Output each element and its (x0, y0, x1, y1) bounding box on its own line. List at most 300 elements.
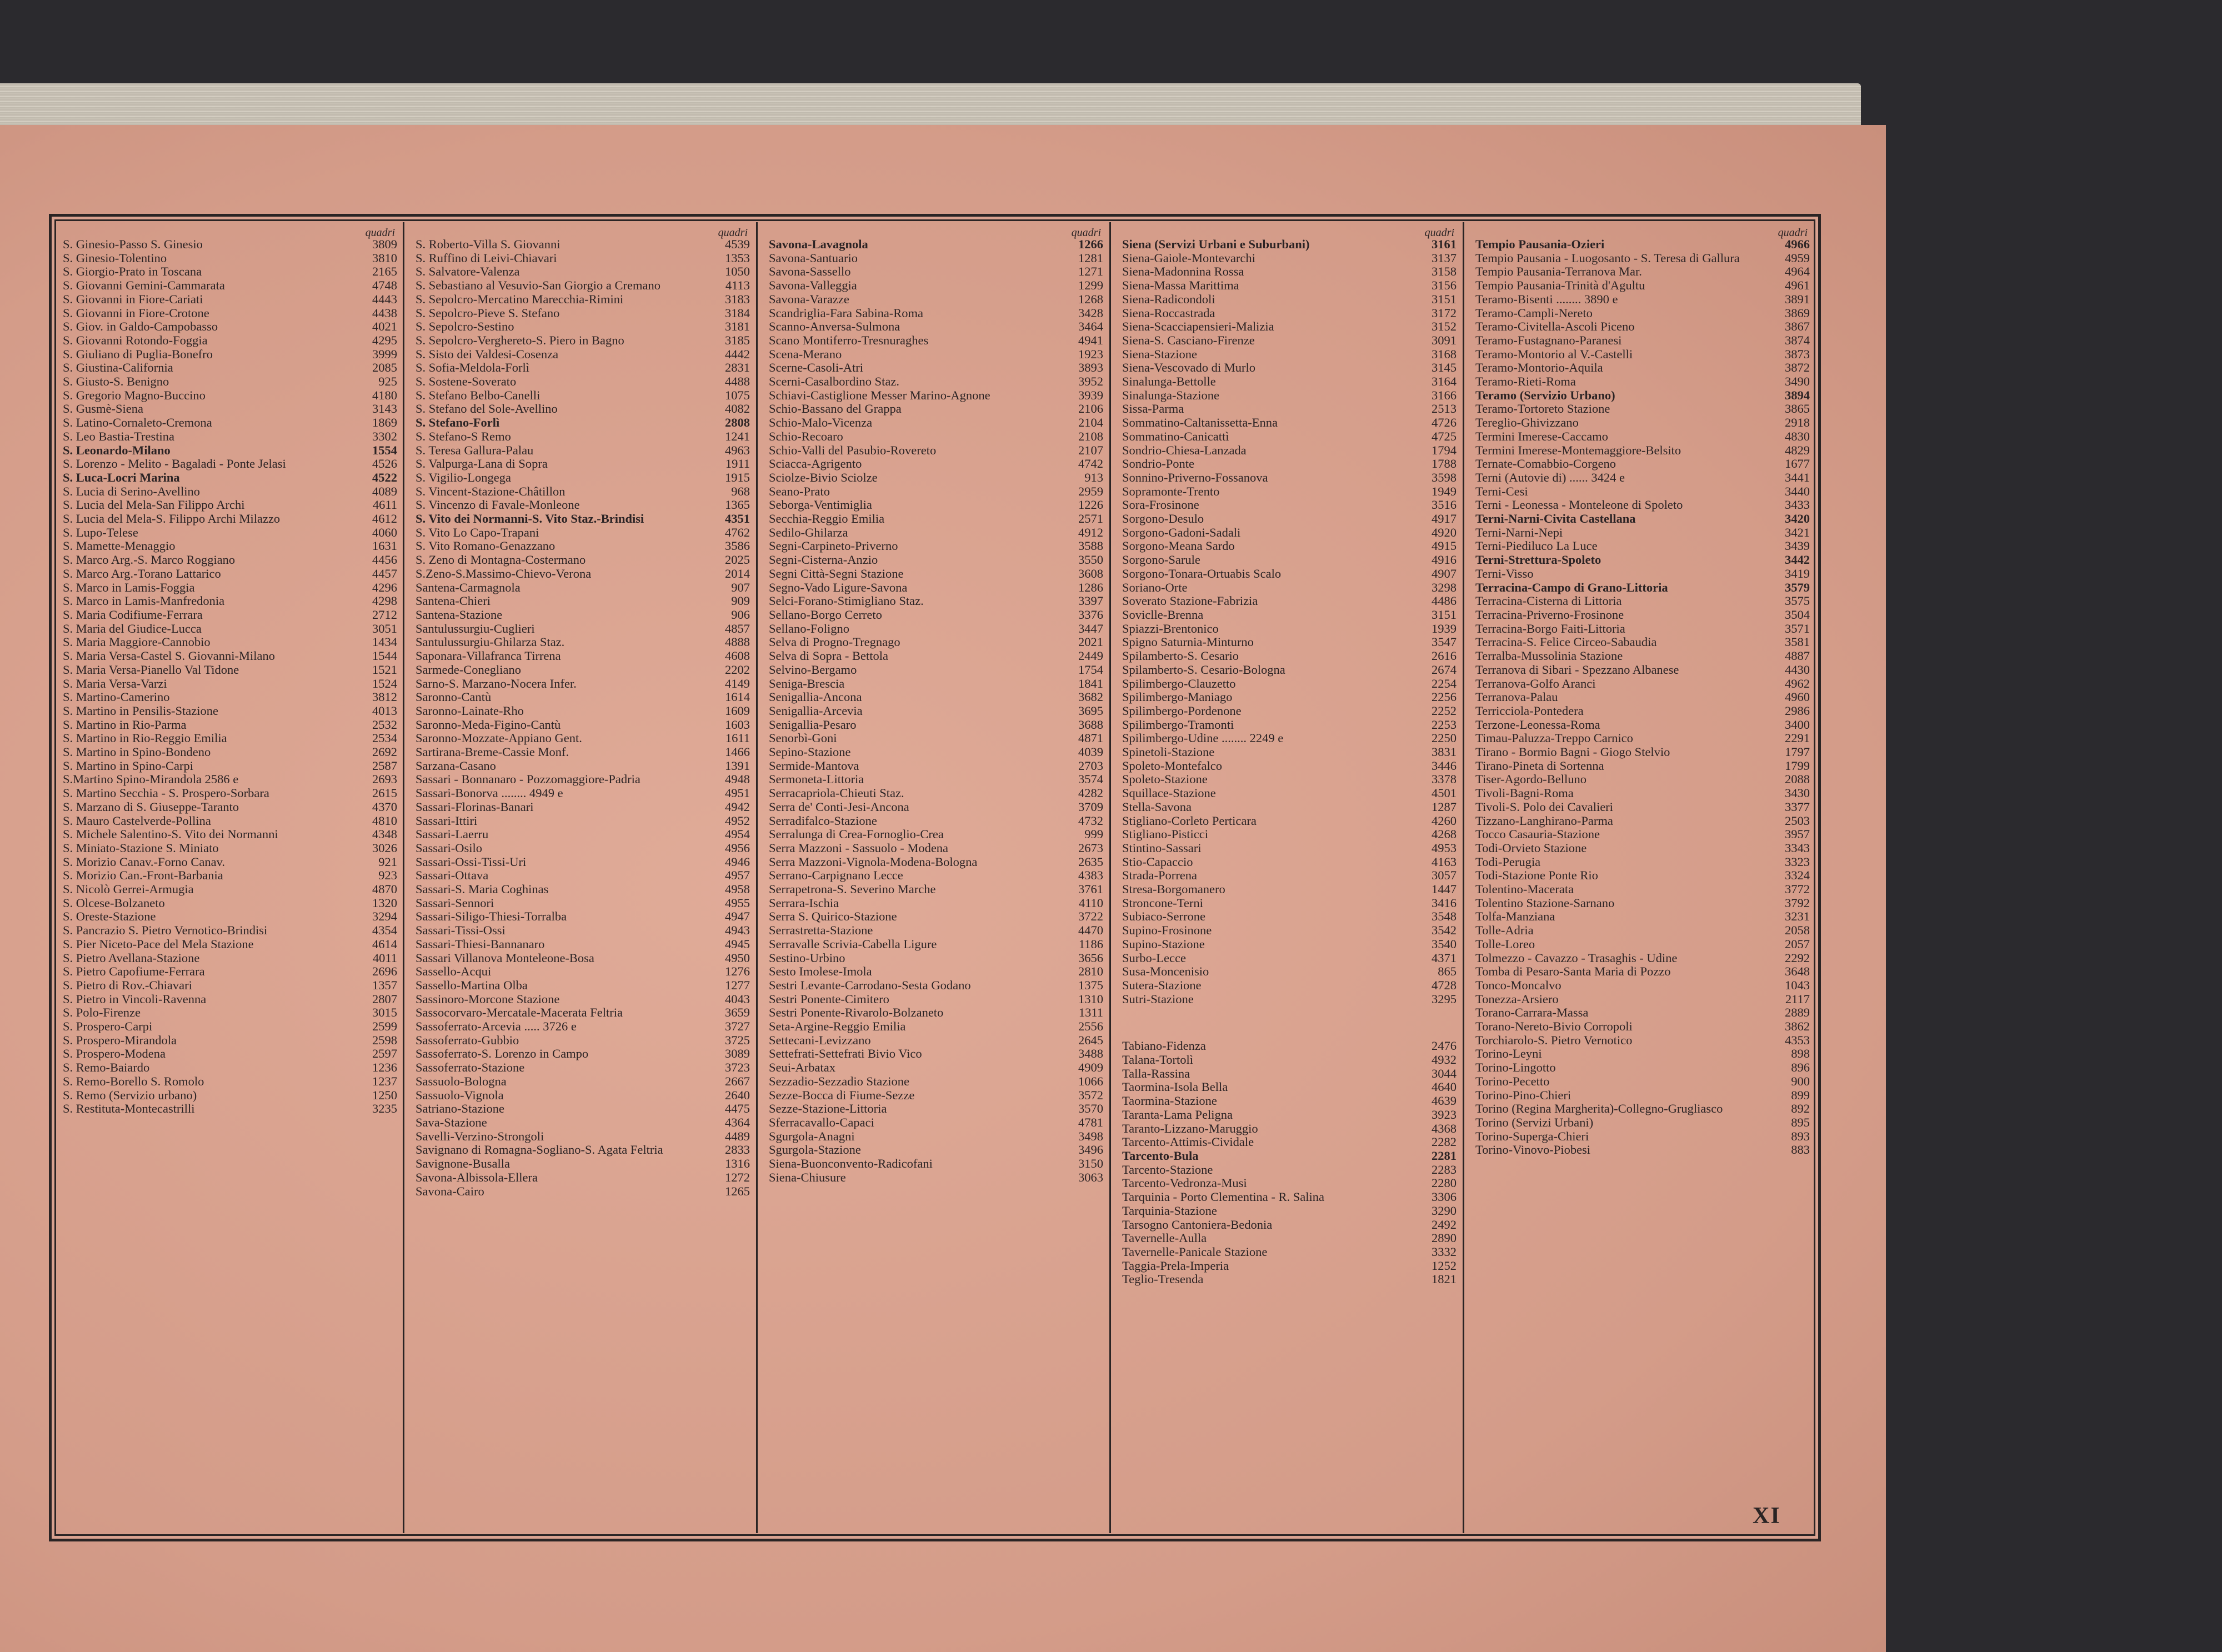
index-column-2 (416, 228, 760, 1530)
table-number: 2492 (1432, 1217, 1457, 1232)
table-number: 3792 (1785, 895, 1810, 910)
table-number: 3682 (1078, 690, 1103, 704)
index-entry (416, 402, 760, 416)
index-entry (63, 635, 407, 649)
table-number: 4113 (725, 278, 750, 293)
table-number: 3137 (1432, 251, 1457, 265)
table-number: 4011 (372, 950, 397, 965)
table-number: 3089 (725, 1047, 750, 1061)
route-name: Torino (Regina Margherita)-Collegno-Grugliasco (1475, 1102, 1723, 1116)
table-number: 3057 (1432, 868, 1457, 883)
route-name: Stintino-Sassari (1122, 840, 1202, 855)
index-entry (1122, 402, 1467, 416)
index-entry (1122, 265, 1467, 279)
route-name: Sassari-Bonorva ........ 4949 e (416, 786, 563, 800)
table-number: 1299 (1078, 278, 1103, 293)
index-entry (416, 444, 760, 458)
index-entry (769, 526, 1113, 540)
index-entry (63, 539, 407, 553)
table-number: 1521 (372, 662, 397, 677)
table-number: 3488 (1078, 1047, 1103, 1061)
route-name: Teramo-Campli-Nereto (1475, 306, 1593, 320)
index-entry (63, 512, 407, 526)
index-entry (63, 252, 407, 266)
table-number: 4457 (372, 566, 397, 580)
table-number: 3091 (1432, 333, 1457, 347)
index-entry (1122, 444, 1467, 458)
route-name: Sassari-Ittiri (416, 813, 478, 828)
route-name: S. Roberto-Villa S. Giovanni (416, 237, 560, 251)
table-number: 4958 (725, 882, 750, 897)
index-entry (416, 704, 760, 718)
index-entry (1122, 389, 1467, 403)
route-name: S. Martino in Rio-Reggio Emilia (63, 731, 227, 745)
index-entry (1122, 567, 1467, 581)
route-name: Sinalunga-Stazione (1122, 388, 1219, 402)
table-number: 1250 (372, 1088, 397, 1102)
book-page (0, 125, 1886, 1652)
index-entry (416, 567, 760, 581)
index-entry (63, 608, 407, 622)
table-number: 3923 (1432, 1107, 1457, 1122)
route-name: Schio-Bassano del Grappa (769, 402, 902, 416)
route-name: S. Stefano-Forlì (416, 415, 500, 430)
index-entry (1122, 320, 1467, 334)
index-entry (63, 993, 407, 1007)
route-name: S. Sepolcro-Pieve S. Stefano (416, 306, 560, 320)
table-number: 2025 (725, 553, 750, 567)
table-number: 2057 (1785, 937, 1810, 951)
index-entry (416, 265, 760, 279)
index-entry (63, 1020, 407, 1034)
table-number: 4456 (372, 553, 397, 567)
table-number: 1050 (725, 264, 750, 279)
table-number: 3572 (1078, 1088, 1103, 1102)
table-number: 3812 (372, 690, 397, 704)
table-number: 3428 (1078, 306, 1103, 320)
route-name: Soverato Stazione-Fabrizia (1122, 594, 1258, 608)
table-number: 4941 (1078, 333, 1103, 347)
route-name: Tivoli-Bagni-Roma (1475, 786, 1574, 800)
route-name: Spinetoli-Stazione (1122, 745, 1215, 759)
index-entry (416, 1130, 760, 1144)
table-number: 3156 (1432, 278, 1457, 293)
route-name: Tavernelle-Panicale Stazione (1122, 1244, 1268, 1259)
route-name: S. Maria del Giudice-Lucca (63, 621, 202, 635)
index-entry (63, 773, 407, 787)
index-entry (1122, 430, 1467, 444)
route-name: Sassari-S. Maria Coghinas (416, 882, 549, 897)
route-name: Sava-Stazione (416, 1115, 487, 1129)
route-name: Siena-Buonconvento-Radicofani (769, 1157, 933, 1171)
table-number: 2667 (725, 1074, 750, 1088)
index-entry (1475, 1102, 1820, 1116)
table-number: 1609 (725, 703, 750, 718)
table-number: 4956 (725, 840, 750, 855)
index-entry (63, 430, 407, 444)
route-name: S. Martino in Rio-Parma (63, 717, 187, 732)
index-entry (1475, 581, 1820, 595)
index-entry (1475, 869, 1820, 883)
table-number: 3865 (1785, 402, 1810, 416)
table-number: 4948 (725, 772, 750, 787)
route-name: Tarquinia - Porto Clementina - R. Salina (1122, 1190, 1324, 1204)
table-number: 2503 (1785, 813, 1810, 828)
route-name: S. Ginesio-Tolentino (63, 251, 167, 265)
route-name: Soriano-Orte (1122, 580, 1188, 594)
index-frame (49, 214, 1821, 1541)
route-name: Santulussurgiu-Cuglieri (416, 621, 535, 635)
table-number: 3298 (1432, 580, 1457, 594)
table-number: 3598 (1432, 470, 1457, 484)
index-entry (1475, 1089, 1820, 1103)
table-number: 1821 (1432, 1272, 1457, 1286)
index-entry (1475, 334, 1820, 348)
index-entry (416, 1089, 760, 1103)
table-number: 3709 (1078, 799, 1103, 814)
index-entry (416, 814, 760, 828)
index-entry (1122, 1163, 1467, 1177)
table-number: 4857 (725, 621, 750, 635)
table-number: 3343 (1785, 840, 1810, 855)
table-number: 3168 (1432, 347, 1457, 361)
index-entry (769, 320, 1113, 334)
route-name: Taormina-Isola Bella (1122, 1080, 1228, 1094)
index-entry (63, 828, 407, 842)
route-name: S. Polo-Firenze (63, 1005, 141, 1020)
table-number: 4364 (725, 1115, 750, 1129)
table-number: 4732 (1078, 813, 1103, 828)
index-entry (1475, 883, 1820, 897)
table-number: 3772 (1785, 882, 1810, 897)
table-number: 4612 (372, 512, 397, 526)
index-entry (63, 444, 407, 458)
route-name: Sepino-Stazione (769, 745, 851, 759)
route-name: Sassari-Ossi-Tissi-Uri (416, 854, 527, 869)
route-name: S. Restituta-Montecastrilli (63, 1102, 195, 1116)
route-name: S. Vito Lo Capo-Trapani (416, 525, 539, 539)
route-name: Terni - Leonessa - Monteleone di Spoleto (1475, 498, 1683, 512)
index-entry (1475, 485, 1820, 499)
quadri-header: quadri (1424, 228, 1454, 239)
route-name: Sorgono-Desulo (1122, 512, 1204, 526)
route-name: Segni-Carpineto-Priverno (769, 539, 898, 553)
index-entry (416, 993, 760, 1007)
index-entry (416, 800, 760, 814)
index-entry (1122, 1232, 1467, 1245)
table-number: 3172 (1432, 306, 1457, 320)
table-number: 2253 (1432, 717, 1457, 732)
index-entry (1122, 1122, 1467, 1136)
route-name: S. Sepolcro-Sestino (416, 319, 514, 334)
table-number: 3810 (372, 251, 397, 265)
route-name: Sciacca-Agrigento (769, 457, 862, 471)
route-name: S. Vincent-Stazione-Châtillon (416, 484, 565, 498)
table-number: 3150 (1078, 1157, 1103, 1171)
route-name: Savona-Varazze (769, 292, 849, 306)
table-number: 4039 (1078, 745, 1103, 759)
table-number: 4149 (725, 676, 750, 690)
table-number: 898 (1791, 1047, 1810, 1061)
table-number: 3656 (1078, 950, 1103, 965)
route-name: Senigallia-Arcevia (769, 703, 863, 718)
table-number: 3294 (372, 909, 397, 924)
route-name: S. Marco in Lamis-Manfredonia (63, 594, 225, 608)
index-entry (416, 965, 760, 979)
route-name: Serra S. Quirico-Stazione (769, 909, 897, 924)
index-entry (1122, 279, 1467, 293)
index-entry (1475, 622, 1820, 636)
table-number: 4728 (1432, 978, 1457, 992)
index-entry (769, 1006, 1113, 1020)
table-number: 4383 (1078, 868, 1103, 883)
table-number: 4907 (1432, 566, 1457, 580)
index-entry (1475, 1047, 1820, 1061)
index-entry (1122, 649, 1467, 663)
index-entry (416, 526, 760, 540)
index-entry (416, 635, 760, 649)
route-name: Torano-Carrara-Massa (1475, 1005, 1589, 1020)
table-number: 4611 (372, 498, 397, 512)
index-entry (1122, 1053, 1467, 1067)
route-name: Taormina-Stazione (1122, 1094, 1217, 1108)
route-name: Sonnino-Priverno-Fossanova (1122, 470, 1268, 484)
index-entry (1122, 663, 1467, 677)
table-number: 2712 (372, 607, 397, 622)
table-number: 4489 (725, 1129, 750, 1143)
index-entry (1475, 759, 1820, 773)
table-number: 3575 (1785, 594, 1810, 608)
route-name: S. Marzano di S. Giuseppe-Taranto (63, 799, 239, 814)
index-entry (416, 498, 760, 512)
route-name: Sassari - Bonnanaro - Pozzomaggiore-Padria (416, 772, 640, 787)
route-name: Terralba-Mussolinia Stazione (1475, 649, 1623, 663)
route-name: Terni-Narni-Civita Castellana (1475, 512, 1636, 526)
quadri-header: quadri (718, 228, 748, 239)
index-entry (416, 293, 760, 307)
index-entry (63, 320, 407, 334)
table-number: 3809 (372, 237, 397, 251)
table-number: 3588 (1078, 539, 1103, 553)
table-number: 4830 (1785, 429, 1810, 443)
route-name: Tirano - Bormio Bagni - Giogo Stelvio (1475, 745, 1670, 759)
index-entry (1122, 553, 1467, 567)
table-number: 4748 (372, 278, 397, 293)
route-name: Torino-Lingotto (1475, 1060, 1556, 1075)
route-name: Spilimbergo-Clauzetto (1122, 676, 1236, 690)
index-entry (416, 581, 760, 595)
route-name: Subiaco-Serrone (1122, 909, 1205, 924)
index-entry (769, 855, 1113, 869)
index-entry (1122, 457, 1467, 471)
index-entry (1475, 704, 1820, 718)
route-name: Seui-Arbatax (769, 1060, 835, 1075)
table-number: 1939 (1432, 621, 1457, 635)
route-name: Terracina-Campo di Grano-Littoria (1475, 580, 1668, 594)
index-entry (1475, 979, 1820, 993)
table-number: 4354 (372, 923, 397, 938)
table-number: 4268 (1432, 827, 1457, 842)
index-entry (63, 293, 407, 307)
index-entry (1475, 307, 1820, 321)
table-number: 4089 (372, 484, 397, 498)
route-name: Siena-Chiusure (769, 1170, 846, 1184)
index-entry (63, 965, 407, 979)
index-entry (416, 539, 760, 553)
index-entry (769, 293, 1113, 307)
index-entry (416, 1157, 760, 1171)
index-entry (1475, 635, 1820, 649)
route-name: Tempio Pausania-Trinità d'Agultu (1475, 278, 1645, 293)
index-entry (1475, 348, 1820, 362)
index-entry (769, 1143, 1113, 1157)
route-name: Tolle-Adria (1475, 923, 1534, 938)
index-entry (1122, 1273, 1467, 1286)
route-name: S. Marco Arg.-S. Marco Roggiano (63, 553, 236, 567)
route-name: S. Sebastiano al Vesuvio-San Giorgio a Cremano (416, 278, 660, 293)
index-entry (1475, 416, 1820, 430)
route-name: S. Vincenzo di Favale-Monleone (416, 498, 580, 512)
table-number: 2889 (1785, 1005, 1810, 1020)
route-name: Savignano di Romagna-Sogliano-S. Agata Feltria (416, 1143, 663, 1157)
route-name: S. Morizio Can.-Front-Barbania (63, 868, 223, 883)
index-entry (1122, 293, 1467, 307)
route-name: S. Teresa Gallura-Palau (416, 443, 534, 457)
index-entry (769, 1157, 1113, 1171)
index-entry (1475, 732, 1820, 745)
route-name: S. Giovanni in Fiore-Cariati (63, 292, 203, 306)
index-entry (769, 1020, 1113, 1034)
table-number: 3893 (1078, 361, 1103, 375)
index-entry (1475, 938, 1820, 952)
index-entry (63, 1061, 407, 1075)
route-name: Taranta-Lama Peligna (1122, 1107, 1233, 1122)
index-entry (63, 952, 407, 965)
index-entry (1475, 745, 1820, 759)
table-number: 4946 (725, 854, 750, 869)
route-name: Tonco-Moncalvo (1475, 978, 1562, 992)
index-entry (1122, 773, 1467, 787)
index-entry (769, 704, 1113, 718)
index-entry (769, 1047, 1113, 1061)
table-number: 3063 (1078, 1170, 1103, 1184)
table-number: 3184 (725, 306, 750, 320)
table-number: 1794 (1432, 443, 1457, 457)
table-number: 2645 (1078, 1033, 1103, 1047)
table-number: 3504 (1785, 607, 1810, 622)
route-name: Sarmede-Conegliano (416, 662, 521, 677)
index-entry (769, 952, 1113, 965)
table-number: 1911 (725, 457, 750, 471)
index-entry (416, 553, 760, 567)
table-number: 2616 (1432, 649, 1457, 663)
index-entry (1122, 238, 1467, 252)
route-name: S. Sostene-Soverato (416, 374, 517, 389)
table-number: 2890 (1432, 1231, 1457, 1245)
index-entry (63, 526, 407, 540)
table-number: 1043 (1785, 978, 1810, 992)
table-number: 1286 (1078, 580, 1103, 594)
index-entry (1475, 828, 1820, 842)
table-number: 4260 (1432, 813, 1457, 828)
index-entry (769, 238, 1113, 252)
route-name: Siena-Vescovado di Murlo (1122, 361, 1255, 375)
index-entry (769, 869, 1113, 883)
index-entry (769, 993, 1113, 1007)
index-entry (63, 348, 407, 362)
table-number: 3416 (1432, 895, 1457, 910)
index-entry (63, 581, 407, 595)
route-name: S. Giovanni in Fiore-Crotone (63, 306, 209, 320)
index-entry (1475, 526, 1820, 540)
route-name: Terzone-Leonessa-Roma (1475, 717, 1600, 732)
route-name: Tereglio-Ghivizzano (1475, 415, 1579, 430)
index-entry (1122, 718, 1467, 732)
table-number: 1281 (1078, 251, 1103, 265)
table-number: 3869 (1785, 306, 1810, 320)
route-name: S. Miniato-Stazione S. Miniato (63, 840, 219, 855)
index-entry (63, 279, 407, 293)
route-name: Terni-Visso (1475, 566, 1534, 580)
index-entry (769, 842, 1113, 855)
route-name: S. Morizio Canav.-Forno Canav. (63, 854, 226, 869)
index-column-1 (63, 228, 407, 1530)
table-number: 2703 (1078, 758, 1103, 773)
index-entry (1475, 252, 1820, 266)
route-name: Tempio Pausania-Terranova Mar. (1475, 264, 1642, 279)
table-number: 907 (731, 580, 750, 594)
table-number: 3235 (372, 1102, 397, 1116)
table-number: 3688 (1078, 717, 1103, 732)
index-entry (63, 471, 407, 485)
route-name: S. Remo-Baiardo (63, 1060, 150, 1075)
index-column-4 (1122, 228, 1467, 1530)
index-entry (1475, 663, 1820, 677)
table-number: 4952 (725, 813, 750, 828)
route-name: Teramo-Tortoreto Stazione (1475, 402, 1610, 416)
table-number: 1265 (725, 1184, 750, 1198)
route-name: Savelli-Verzino-Strongoli (416, 1129, 544, 1143)
route-name: Talana-Tortolì (1122, 1053, 1194, 1067)
route-name: S. Valpurga-Lana di Sopra (416, 457, 548, 471)
route-name: Sassari Villanova Monteleone-Bosa (416, 950, 594, 965)
index-entry (1475, 1130, 1820, 1144)
table-number: 3695 (1078, 703, 1103, 718)
table-number: 4608 (725, 649, 750, 663)
table-number: 2107 (1078, 443, 1103, 457)
table-number: 4726 (1432, 415, 1457, 430)
table-number: 3323 (1785, 854, 1810, 869)
index-entry (1122, 348, 1467, 362)
table-number: 3439 (1785, 539, 1810, 553)
table-number: 3939 (1078, 388, 1103, 402)
table-number: 1923 (1078, 347, 1103, 361)
table-number: 3051 (372, 621, 397, 635)
route-name: Sutri-Stazione (1122, 992, 1194, 1006)
route-name: S. Lucia del Mela-San Filippo Archi (63, 498, 245, 512)
table-number: 4943 (725, 923, 750, 938)
index-entry (63, 842, 407, 855)
index-entry (416, 773, 760, 787)
index-entry (1122, 1245, 1467, 1259)
table-number: 1603 (725, 717, 750, 732)
route-name: Soviclle-Brenna (1122, 607, 1204, 622)
index-entry (769, 718, 1113, 732)
index-entry (1122, 732, 1467, 745)
table-number: 899 (1791, 1088, 1810, 1102)
index-entry (63, 814, 407, 828)
table-number: 2959 (1078, 484, 1103, 498)
